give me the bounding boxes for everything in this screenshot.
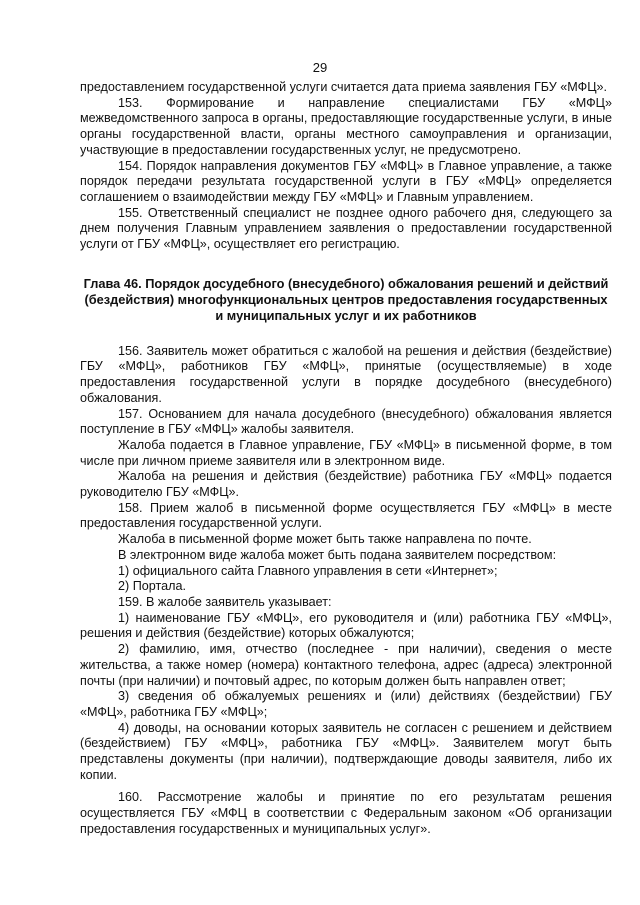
paragraph-154: 154. Порядок направления документов ГБУ «МФЦ» в Главное управление, а также порядок передачи результата государственной услуги в ГБУ «МФЦ» определяется соглашением о взаимодействии между ГБУ «МФЦ» и Главным управлением. xyxy=(80,158,612,204)
page-number: 29 xyxy=(312,60,328,75)
list-item: 3) сведения об обжалуемых решениях и (или) действиях (бездействии) ГБУ «МФЦ», работника ГБУ «МФЦ»; xyxy=(80,689,612,719)
paragraph-155: 155. Ответственный специалист не позднее одного рабочего дня, следующего за днем получения Главным управлением заявления о предоставлении государственной услуги от ГБУ «МФЦ», осуществляет его регистрацию. xyxy=(80,205,612,252)
paragraph: Жалоба в письменной форме может быть также направлена по почте. xyxy=(118,532,532,547)
paragraph: предоставлением государственной услуги считается дата приема заявления ГБУ «МФЦ». xyxy=(80,80,608,94)
list-item: 2) Портала. xyxy=(118,579,186,594)
list-item: 1) наименование ГБУ «МФЦ», его руководителя и (или) работника ГБУ «МФЦ», решения и действия (бездействие) которых обжалуются; xyxy=(80,610,612,641)
list-item: 1) официального сайта Главного управления в сети «Интернет»; xyxy=(118,563,498,578)
paragraph-158: 158. Прием жалоб в письменной форме осуществляется ГБУ «МФЦ» в месте предоставления государственной услуги. xyxy=(80,500,612,531)
list-item: 4) доводы, на основании которых заявитель не согласен с решением и действием (бездействием) ГБУ «МФЦ», работника ГБУ «МФЦ». Заявителем могут быть представлены документы (при наличии), подтверждающие доводы заявителя, либо их копии. xyxy=(80,720,612,782)
paragraph: Жалоба на решения и действия (бездействие) работника ГБУ «МФЦ» подается руководителю ГБУ «МФЦ». xyxy=(80,469,612,500)
paragraph: В электронном виде жалоба может быть подана заявителем посредством: xyxy=(118,547,557,562)
paragraph-153: 153. Формирование и направление специалистами ГБУ «МФЦ» межведомственного запроса в органы, предоставляющие государственные услуги, в иные органы государственной власти, органы местного самоуправления и организации, участвующие в предоставлении государственных услуг, не предусмотрено. xyxy=(80,95,612,157)
paragraph-159: 159. В жалобе заявитель указывает: xyxy=(118,594,332,609)
chapter-heading: Глава 46. Порядок досудебного (внесудебного) обжалования решений и действий (бездействия) многофункциональных центров предоставления государственных и муниципальных услуг и их работников xyxy=(83,275,609,323)
paragraph: Жалоба подается в Главное управление, ГБУ «МФЦ» в письменной форме, в том числе при личном приеме заявителя или в электронном виде. xyxy=(80,437,612,468)
document-body xyxy=(80,80,612,838)
paragraph-160: 160. Рассмотрение жалобы и принятие по его результатам решения осуществляется ГБУ «МФЦ в соответствии с Федеральным законом «Об организации предоставления государственных и муниципальных услуг». xyxy=(80,790,612,836)
paragraph-156: 156. Заявитель может обратиться с жалобой на решения и действия (бездействие) ГБУ «МФЦ», работников ГБУ «МФЦ», принятые (осуществляемые) в ходе предоставления государственной услуги в порядке досудебного (внесудебного) обжалования. xyxy=(80,343,612,405)
list-item: 2) фамилию, имя, отчество (последнее - при наличии), сведения о месте жительства, а также номер (номера) контактного телефона, адрес (адреса) электронной почты (при наличии) и почтовый адрес, по которым должен быть направлен ответ; xyxy=(80,642,612,688)
paragraph-157: 157. Основанием для начала досудебного (внесудебного) обжалования является поступление в ГБУ «МФЦ» жалобы заявителя. xyxy=(80,406,612,437)
